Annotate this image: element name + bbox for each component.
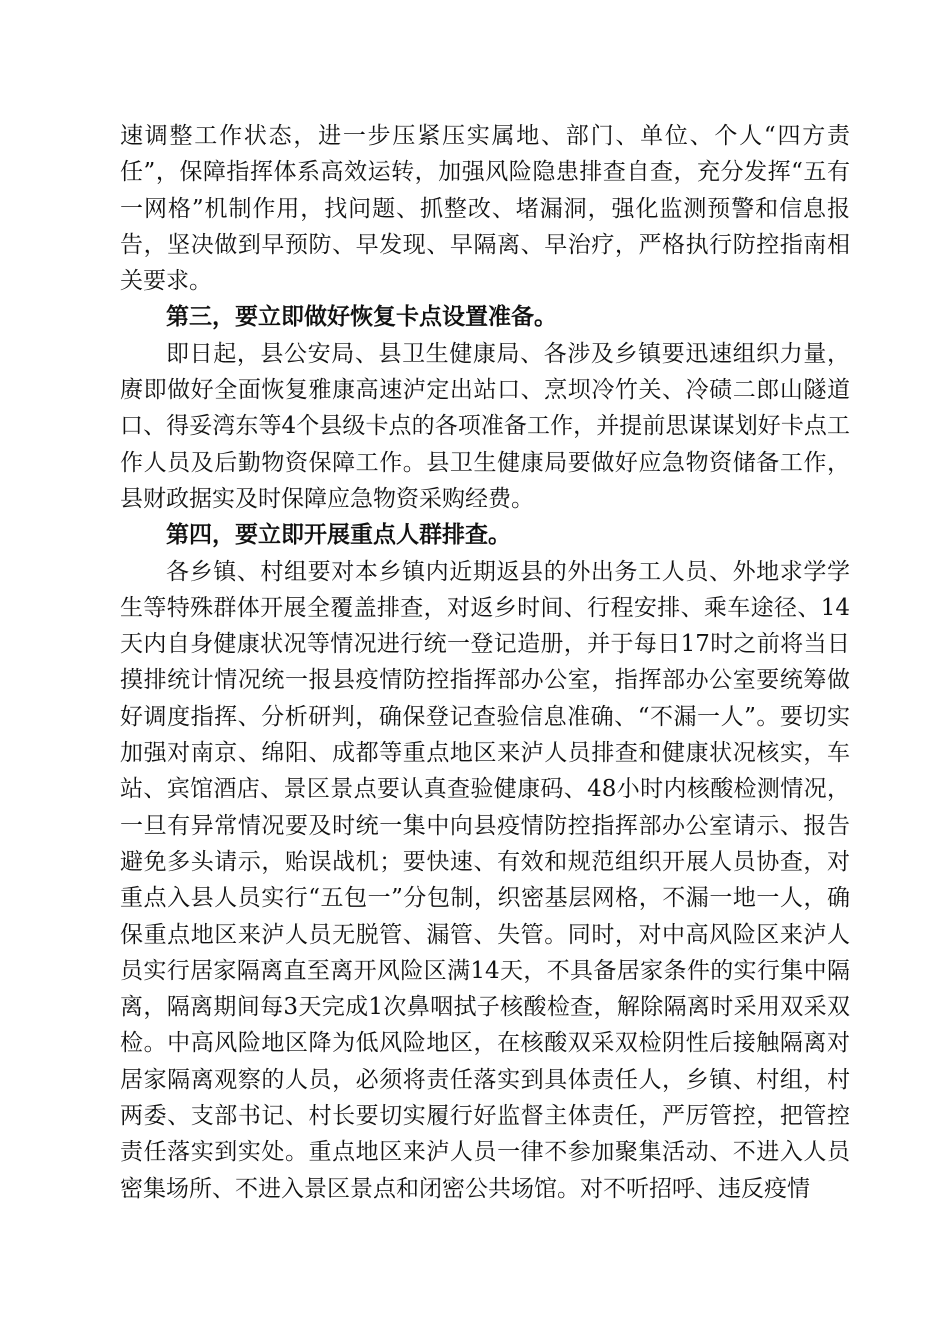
body-paragraph-continuation: 速调整工作状态，进一步压紧压实属地、部门、单位、个人“四方责任”，保障指挥体系高效运转，加强风险隐患排查自查，充分发挥“五有一网格”机制作用，找问题、抓整改、堵漏洞，强化监测预警和信息报告，坚决做到早预防、早发现、早隔离、早治疗，严格执行防控指南相关要求。 xyxy=(120,123,850,295)
document-body xyxy=(120,118,850,1207)
body-paragraph-checkpoints: 即日起，县公安局、县卫生健康局、各涉及乡镇要迅速组织力量，赓即做好全面恢复雅康高速泸定出站口、烹坝冷竹关、冷碛二郎山隧道口、得妥湾东等4个县级卡点的各项准备工作，并提前思谋谋划好卡点工作人员及后勤物资保障工作。县卫生健康局要做好应急物资储备工作，县财政据实及时保障应急物资采购经费。 xyxy=(120,340,850,512)
section-heading-fourth: 第四，要立即开展重点人群排查。 xyxy=(166,521,511,549)
section-heading-third: 第三，要立即做好恢复卡点设置准备。 xyxy=(166,303,557,331)
body-paragraph-screening: 各乡镇、村组要对本乡镇内近期返县的外出务工人员、外地求学学生等特殊群体开展全覆盖排查，对返乡时间、行程安排、乘车途径、14天内自身健康状况等情况进行统一登记造册，并于每日17时之前将当日摸排统计情况统一报县疫情防控指挥部办公室，指挥部办公室要统筹做好调度指挥、分析研判，确保登记查验信息准确、“不漏一人”。要切实加强对南京、绵阳、成都等重点地区来泸人员排查和健康状况核实，车站、宾馆酒店、景区景点要认真查验健康码、48小时内核酸检测情况，一旦有异常情况要及时统一集中向县疫情防控指挥部办公室请示、报告避免多头请示，贻误战机；要快速、有效和规范组织开展人员协查，对重点入县人员实行“五包一”分包制，织密基层网格，不漏一地一人，确保重点地区来泸人员无脱管、漏管、失管。同时，对中高风险区来泸人员实行居家隔离直至离开风险区满14天，不具备居家条件的实行集中隔离，隔离期间每3天完成1次鼻咽拭子核酸检查，解除隔离时采用双采双检。中高风险地区降为低风险地区，在核酸双采双检阴性后接触隔离对居家隔离观察的人员，必须将责任落实到具体责任人，乡镇、村组，村两委、支部书记、村长要切实履行好监督主体责任，严厉管控，把管控责任落实到实处。重点地区来泸人员一律不参加聚集活动、不进入人员密集场所、不进入景区景点和闭密公共场馆。对不听招呼、违反疫情 xyxy=(120,558,850,1202)
